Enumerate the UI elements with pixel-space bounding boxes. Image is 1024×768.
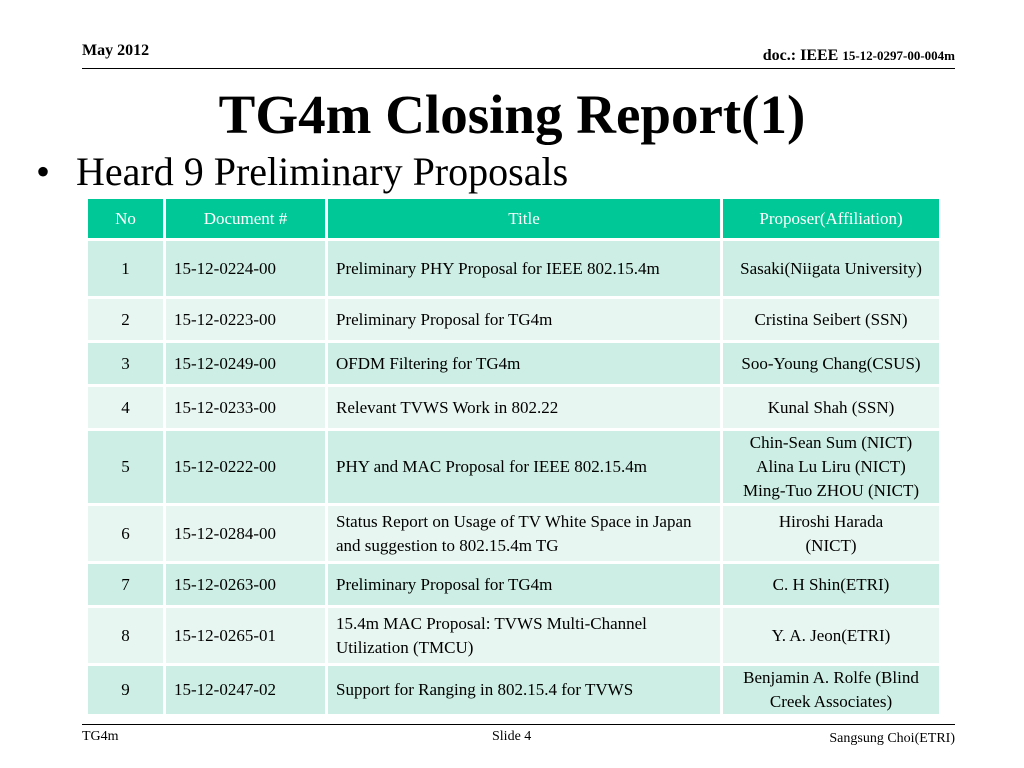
cell-doc: 15-12-0265-01 [165, 607, 327, 665]
header-rule [82, 68, 955, 69]
doc-prefix: doc.: IEEE [762, 47, 843, 64]
bullet-item [36, 146, 568, 198]
table-row [87, 505, 941, 563]
cell-doc: 15-12-0223-00 [165, 298, 327, 342]
cell-proposer: C. H Shin(ETRI) [722, 563, 941, 607]
cell-no: 2 [87, 298, 165, 342]
cell-no: 1 [87, 240, 165, 298]
cell-proposer: Benjamin A. Rolfe (Blind Creek Associates) [722, 665, 941, 716]
cell-no: 5 [87, 430, 165, 505]
cell-title: PHY and MAC Proposal for IEEE 802.15.4m [327, 430, 722, 505]
proposals-table [85, 196, 942, 717]
table-row [87, 430, 941, 505]
cell-doc: 15-12-0247-02 [165, 665, 327, 716]
header-title: Title [327, 198, 722, 240]
header-no: No [87, 198, 165, 240]
cell-no: 3 [87, 342, 165, 386]
cell-doc: 15-12-0284-00 [165, 505, 327, 563]
bullet-text: Heard 9 Preliminary Proposals [76, 149, 569, 194]
cell-title: Preliminary PHY Proposal for IEEE 802.15.4m [327, 240, 722, 298]
cell-no: 9 [87, 665, 165, 716]
cell-proposer: Soo-Young Chang(CSUS) [722, 342, 941, 386]
table-row [87, 240, 941, 298]
footer-left: TG4m [82, 729, 119, 744]
bullet-dot-icon: • [36, 149, 51, 194]
cell-no: 8 [87, 607, 165, 665]
table-row [87, 386, 941, 430]
header-doc-id [763, 47, 955, 65]
cell-proposer: Chin-Sean Sum (NICT) Alina Lu Liru (NICT) Ming-Tuo ZHOU (NICT) [722, 430, 941, 505]
cell-doc: 15-12-0249-00 [165, 342, 327, 386]
table-row [87, 665, 941, 716]
table-row [87, 607, 941, 665]
table-row [87, 298, 941, 342]
cell-proposer: Sasaki(Niigata University) [722, 240, 941, 298]
cell-no: 6 [87, 505, 165, 563]
cell-title: Status Report on Usage of TV White Space in Japan and suggestion to 802.15.4m TG [327, 505, 722, 563]
cell-title: OFDM Filtering for TG4m [327, 342, 722, 386]
cell-doc: 15-12-0233-00 [165, 386, 327, 430]
cell-proposer: Kunal Shah (SSN) [722, 386, 941, 430]
cell-no: 4 [87, 386, 165, 430]
slide-title: TG4m Closing Report(1) [218, 84, 806, 145]
footer-author: Sangsung Choi(ETRI) [829, 731, 955, 746]
header-date: May 2012 [82, 42, 150, 59]
cell-title: Relevant TVWS Work in 802.22 [327, 386, 722, 430]
cell-proposer: Cristina Seibert (SSN) [722, 298, 941, 342]
cell-doc: 15-12-0222-00 [165, 430, 327, 505]
cell-title: 15.4m MAC Proposal: TVWS Multi-Channel Utilization (TMCU) [327, 607, 722, 665]
cell-proposer: Hiroshi Harada (NICT) [722, 505, 941, 563]
cell-title: Preliminary Proposal for TG4m [327, 563, 722, 607]
slide-number: Slide 4 [492, 729, 532, 744]
table-header-row [87, 198, 941, 240]
header-proposer: Proposer(Affiliation) [722, 198, 941, 240]
table-row [87, 563, 941, 607]
cell-no: 7 [87, 563, 165, 607]
footer-rule [82, 724, 955, 725]
cell-title: Preliminary Proposal for TG4m [327, 298, 722, 342]
cell-title: Support for Ranging in 802.15.4 for TVWS [327, 665, 722, 716]
cell-doc: 15-12-0263-00 [165, 563, 327, 607]
header-document: Document # [165, 198, 327, 240]
cell-doc: 15-12-0224-00 [165, 240, 327, 298]
doc-number: 15-12-0297-00-004m [842, 48, 955, 63]
cell-proposer: Y. A. Jeon(ETRI) [722, 607, 941, 665]
table-row [87, 342, 941, 386]
